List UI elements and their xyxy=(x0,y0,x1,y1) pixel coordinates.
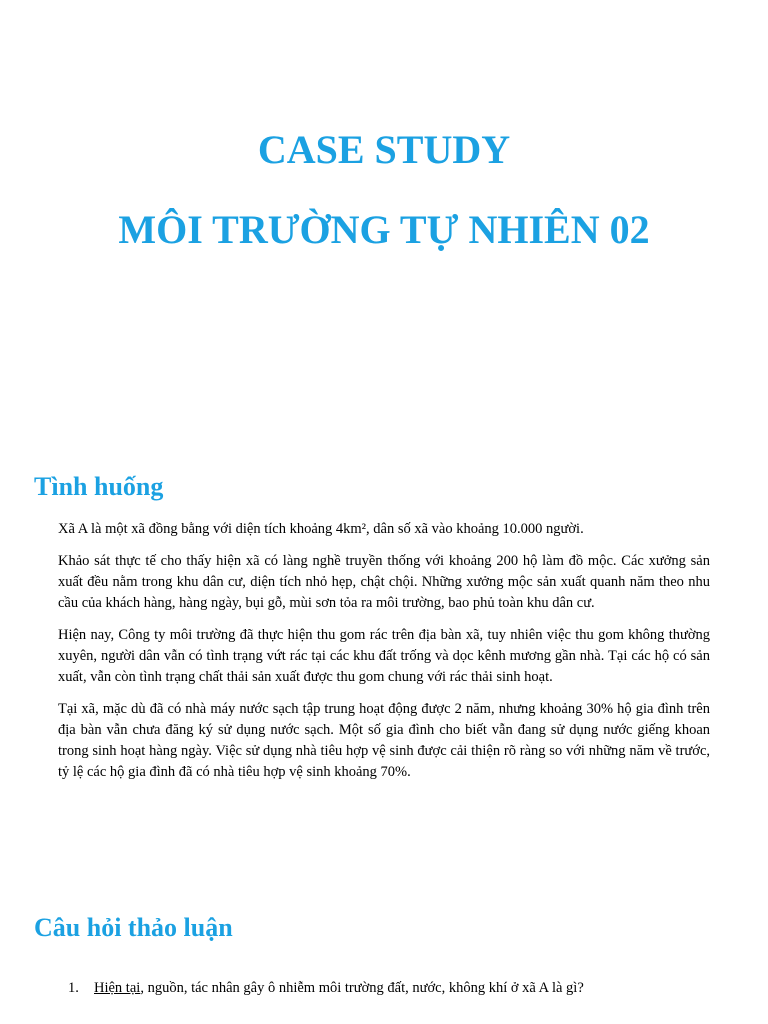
list-item xyxy=(58,978,710,999)
question-text: , nguồn, tác nhân gây ô nhiễm môi trường đất, nước, không khí ở xã A là gì? xyxy=(140,980,584,996)
title-line-1: CASE STUDY xyxy=(257,127,511,172)
paragraph: Khảo sát thực tế cho thấy hiện xã có làng nghề truyền thống với khoảng 200 hộ làm đồ mộc. Các xưởng sản xuất đều nằm trong khu dân cư, diện tích nhỏ hẹp, chật chội. Những xưởng mộc sản xuất quanh năm theo nhu cầu của khách hàng, hàng ngày, bụi gỗ, mùi sơn tỏa ra môi trường, bao phủ toàn khu dân cư. xyxy=(58,553,710,611)
question-list xyxy=(58,978,710,1017)
situation-body xyxy=(58,519,710,794)
paragraph: Xã A là một xã đồng bằng với diện tích khoảng 4km², dân số xã vào khoảng 10.000 người. xyxy=(58,521,584,537)
question-underlined-text: Hiện tại xyxy=(94,980,141,996)
section-heading-questions: Câu hỏi thảo luận xyxy=(34,913,233,942)
paragraph: Tại xã, mặc dù đã có nhà máy nước sạch tập trung hoạt động được 2 năm, nhưng khoảng 30% hộ gia đình trên địa bàn vẫn chưa đăng ký sử dụng nước sạch. Một số gia đình cho biết vẫn đang sử dụng nước giếng khoan trong sinh hoạt hàng ngày. Việc sử dụng nhà tiêu hợp vệ sinh được cải thiện rõ ràng so với những năm về trước, tỷ lệ các hộ gia đình đã có nhà tiêu hợp vệ sinh khoảng 70%. xyxy=(58,701,710,780)
question-number: 1. xyxy=(68,980,79,996)
paragraph: Hiện nay, Công ty môi trường đã thực hiện thu gom rác trên địa bàn xã, tuy nhiên việc thu gom không thường xuyên, người dân vẫn có tình trạng vứt rác tại các khu đất trống và dọc kênh mương gần nhà. Tại các hộ có sản xuất, vẫn còn tình trạng chất thải sản xuất được thu gom chung với rác thải sinh hoạt. xyxy=(58,627,710,685)
title-line-2: MÔI TRƯỜNG TỰ NHIÊN 02 xyxy=(118,207,650,252)
section-heading-situation: Tình huống xyxy=(34,472,164,501)
